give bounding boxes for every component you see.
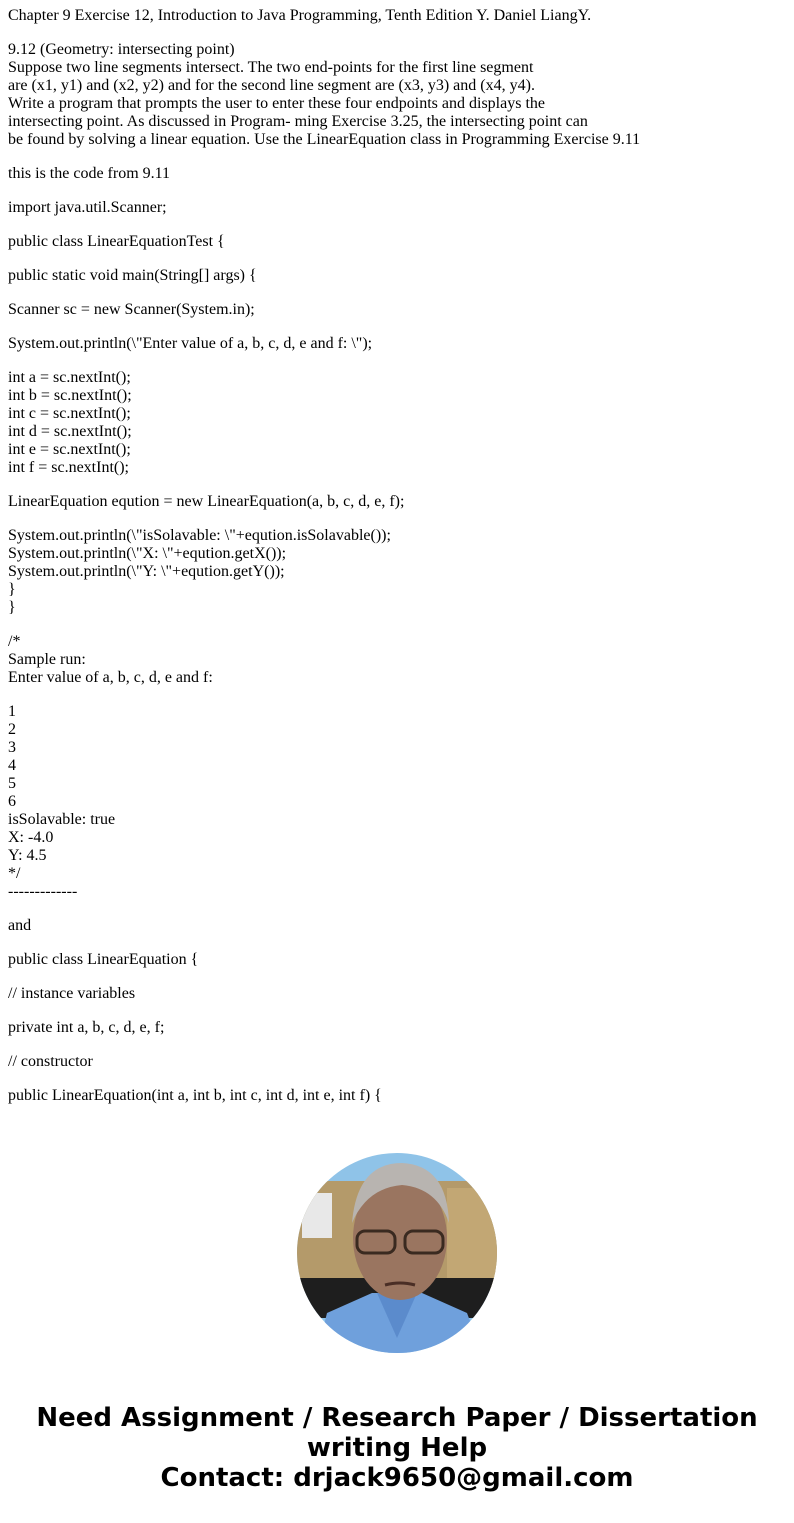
text-line: public class LinearEquationTest { xyxy=(8,233,225,250)
text-line: // constructor xyxy=(8,1053,93,1070)
document-body xyxy=(8,7,788,1105)
text-line: 4 xyxy=(8,757,16,774)
text-line: 3 xyxy=(8,739,16,756)
text-line: int d = sc.nextInt(); xyxy=(8,423,132,440)
text-line: */ xyxy=(8,865,21,882)
blank-line xyxy=(8,1037,788,1053)
blank-line xyxy=(8,251,788,267)
promo-banner xyxy=(0,1403,794,1493)
text-line: /* xyxy=(8,633,21,650)
text-line: be found by solving a linear equation. Use the LinearEquation class in Programming Exercise 9.11 xyxy=(8,131,641,148)
blank-line xyxy=(8,477,788,493)
text-line: public LinearEquation(int a, int b, int c, int d, int e, int f) { xyxy=(8,1087,382,1104)
text-line: isSolavable: true xyxy=(8,811,116,828)
blank-line xyxy=(8,25,788,41)
text-line: Write a program that prompts the user to enter these four endpoints and displays the xyxy=(8,95,545,112)
text-line: int a = sc.nextInt(); xyxy=(8,369,131,386)
blank-line xyxy=(8,149,788,165)
text-line: 1 xyxy=(8,703,16,720)
text-line: private int a, b, c, d, e, f; xyxy=(8,1019,165,1036)
promo-line-1: Need Assignment / Research Paper / Dissertation xyxy=(36,1403,758,1433)
blank-line xyxy=(8,285,788,301)
text-line: System.out.println(\"isSolavable: \"+eqution.isSolavable()); xyxy=(8,527,391,544)
text-line: Sample run: xyxy=(8,651,86,668)
text-line: are (x1, y1) and (x2, y2) and for the second line segment are (x3, y3) and (x4, y4). xyxy=(8,77,535,94)
author-photo-icon xyxy=(297,1153,497,1353)
blank-line xyxy=(8,1003,788,1019)
text-line: this is the code from 9.11 xyxy=(8,165,171,182)
text-line: Suppose two line segments intersect. The two end-points for the first line segment xyxy=(8,59,534,76)
text-line: import java.util.Scanner; xyxy=(8,199,167,216)
text-line: System.out.println(\"Enter value of a, b, c, d, e and f: \"); xyxy=(8,335,373,352)
blank-line xyxy=(8,217,788,233)
text-line: LinearEquation eqution = new LinearEquation(a, b, c, d, e, f); xyxy=(8,493,405,510)
text-line: int b = sc.nextInt(); xyxy=(8,387,132,404)
blank-line xyxy=(8,183,788,199)
blank-line xyxy=(8,617,788,633)
text-line: // instance variables xyxy=(8,985,136,1002)
text-line: Chapter 9 Exercise 12, Introduction to Java Programming, Tenth Edition Y. Daniel LiangY. xyxy=(8,7,592,24)
text-line: Y: 4.5 xyxy=(8,847,47,864)
text-line: int c = sc.nextInt(); xyxy=(8,405,131,422)
blank-line xyxy=(8,935,788,951)
text-line: 6 xyxy=(8,793,16,810)
text-line: Scanner sc = new Scanner(System.in); xyxy=(8,301,255,318)
text-line: ------------- xyxy=(8,883,78,900)
text-line: System.out.println(\"X: \"+eqution.getX()); xyxy=(8,545,287,562)
text-line: int f = sc.nextInt(); xyxy=(8,459,129,476)
text-line: public static void main(String[] args) { xyxy=(8,267,257,284)
text-line: System.out.println(\"Y: \"+eqution.getY()); xyxy=(8,563,285,580)
blank-line xyxy=(8,1071,788,1087)
text-line: and xyxy=(8,917,32,934)
text-line: 5 xyxy=(8,775,16,792)
text-line: X: -4.0 xyxy=(8,829,54,846)
blank-line xyxy=(8,319,788,335)
text-line: intersecting point. As discussed in Program- ming Exercise 3.25, the intersecting point can xyxy=(8,113,588,130)
text-line: public class LinearEquation { xyxy=(8,951,199,968)
promo-line-2: writing Help xyxy=(306,1433,488,1463)
text-line: int e = sc.nextInt(); xyxy=(8,441,131,458)
author-avatar xyxy=(297,1153,497,1353)
blank-line xyxy=(8,511,788,527)
blank-line xyxy=(8,901,788,917)
text-line: } xyxy=(8,581,16,598)
blank-line xyxy=(8,969,788,985)
text-line: 2 xyxy=(8,721,16,738)
text-line: 9.12 (Geometry: intersecting point) xyxy=(8,41,235,58)
blank-line xyxy=(8,353,788,369)
blank-line xyxy=(8,687,788,703)
promo-contact[interactable]: Contact: drjack9650@gmail.com xyxy=(160,1463,634,1493)
text-line: Enter value of a, b, c, d, e and f: xyxy=(8,669,213,686)
text-line: } xyxy=(8,599,16,616)
